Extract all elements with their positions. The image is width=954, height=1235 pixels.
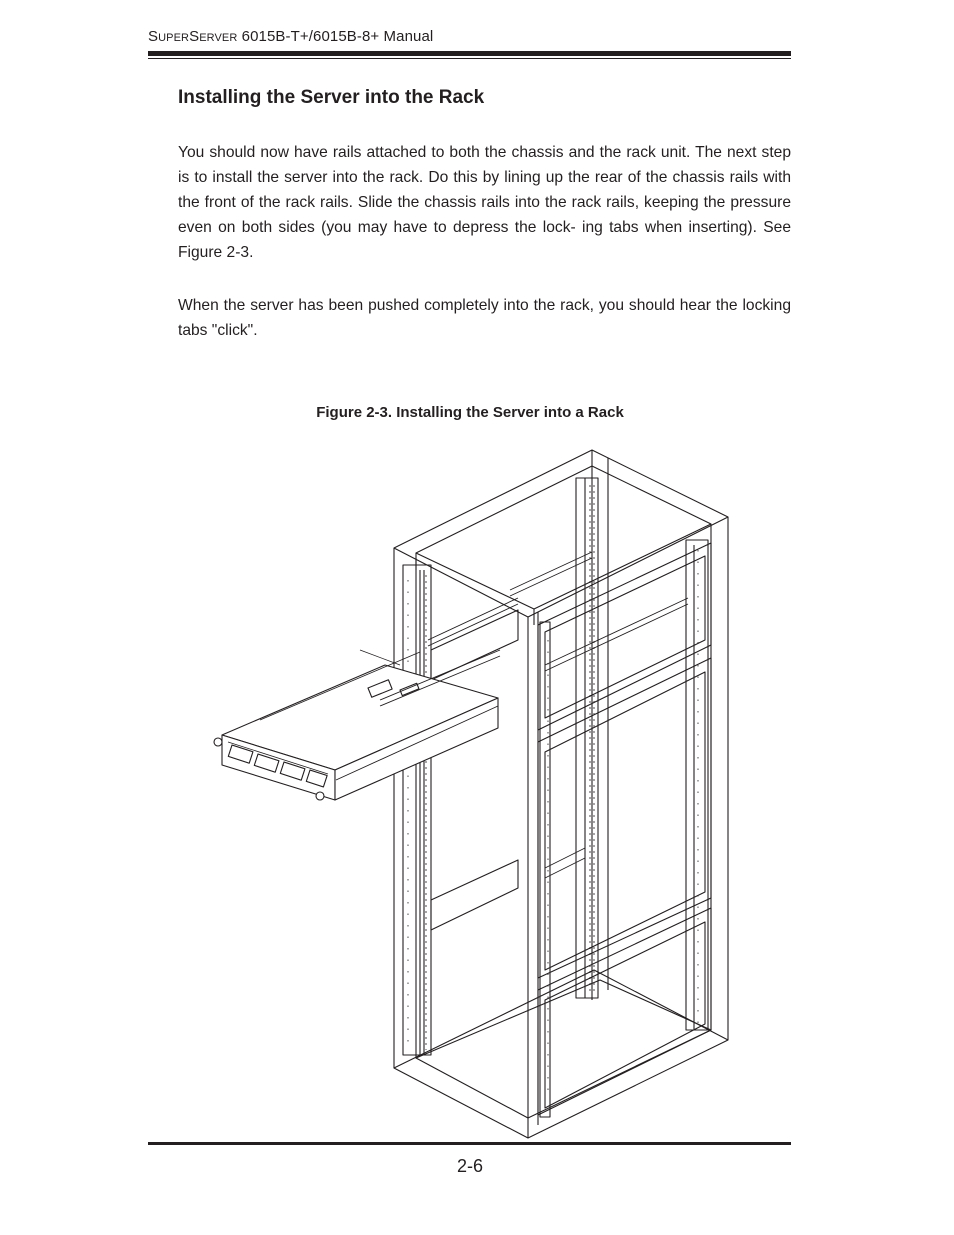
header-cap-1: S — [148, 28, 159, 45]
header-smallcaps-2: ERVER — [199, 32, 238, 44]
server-chassis — [214, 650, 500, 800]
body-paragraph-1: You should now have rails attached to both the chassis and the rack unit. The next step is to install the server into the rack. Do this by lining up the rear of the chassis rails with the front of the rack rails. Slide the chassis rails into the rack rails, keeping the pressure even on both sides (you may have to depress the lock- ing tabs when inserting). See Figure 2-3. — [178, 144, 791, 261]
header-rule-thin — [148, 58, 791, 59]
body-paragraph-2: When the server has been pushed completely into the rack, you should hear the locking tabs "click". — [178, 297, 791, 339]
rack-installation-illustration — [200, 440, 740, 1140]
rack-top-frame — [394, 450, 728, 625]
footer-rule — [148, 1142, 791, 1145]
header-smallcaps-1: UPER — [158, 32, 190, 44]
header-cap-2: S — [189, 28, 200, 45]
running-header — [148, 28, 433, 45]
section-heading: Installing the Server into the Rack — [178, 87, 485, 108]
figure-caption: Figure 2-3. Installing the Server into a Rack — [316, 404, 624, 421]
header-rule-thick — [148, 51, 791, 56]
header-title-rest: 6015B-T+/6015B-8+ Manual — [237, 28, 434, 45]
rack-side-panel — [538, 543, 711, 1115]
rack-front-right-post — [528, 612, 550, 1138]
page-number: 2-6 — [456, 1156, 483, 1176]
rack-front-left-post — [394, 548, 431, 1068]
